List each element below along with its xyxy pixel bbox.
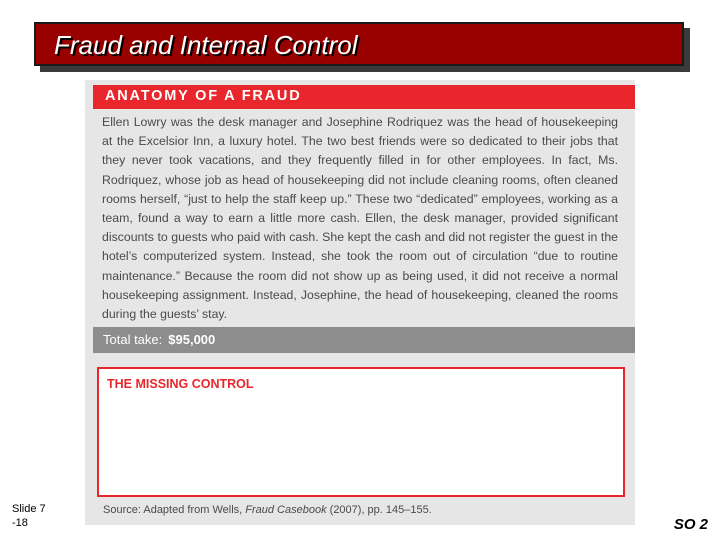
slide-title: Fraud and Internal Control bbox=[54, 30, 358, 60]
slide-number-line2: -18 bbox=[12, 517, 28, 529]
total-take bbox=[103, 332, 215, 347]
total-take-label: Total take: bbox=[103, 332, 163, 347]
anatomy-of-fraud-panel bbox=[85, 80, 635, 525]
total-take-bar bbox=[93, 327, 635, 353]
title-bar bbox=[34, 22, 684, 66]
source-prefix: Source: Adapted from Wells, bbox=[103, 504, 246, 516]
total-take-value: $95,000 bbox=[168, 332, 216, 347]
panel-header bbox=[93, 85, 635, 109]
source-suffix: (2007), pp. 145–155. bbox=[326, 504, 432, 516]
source-citation bbox=[103, 504, 432, 516]
missing-control-header: THE MISSING CONTROL bbox=[107, 377, 254, 391]
panel-header-title: ANATOMY OF A FRAUD bbox=[105, 88, 302, 104]
missing-control-box bbox=[97, 367, 625, 497]
fraud-story-text: Ellen Lowry was the desk manager and Josephine Rodriquez was the head of housekeeping at the Excelsior Inn, a luxury hotel. The two best friends were so dedicated to their jobs that they never took vacations, and they frequently filled in for other employees. In fact, Ms. Rodriquez, whose job as head of housekeeping did not include cleaning rooms, often cleaned rooms herself, “just to help the staff keep up.” These two “dedicated” employees, working as a team, found a way to earn a little more cash. Ellen, the desk manager, provided significant discounts to guests who paid with cash. She kept the cash and did not register the guest in the hotel’s computerized system. Instead, she took the room out of circulation “due to routine maintenance.” Because the room did not show up as being used, it did not receive a normal housekeeping assignment. Instead, Josephine, the head of housekeeping, cleaned the rooms during the guests’ stay. bbox=[102, 115, 618, 322]
source-title: Fraud Casebook bbox=[245, 504, 327, 516]
slide-number-line1: Slide 7 bbox=[12, 503, 46, 515]
slide-number bbox=[12, 502, 62, 530]
study-objective-label: SO 2 bbox=[673, 516, 708, 533]
